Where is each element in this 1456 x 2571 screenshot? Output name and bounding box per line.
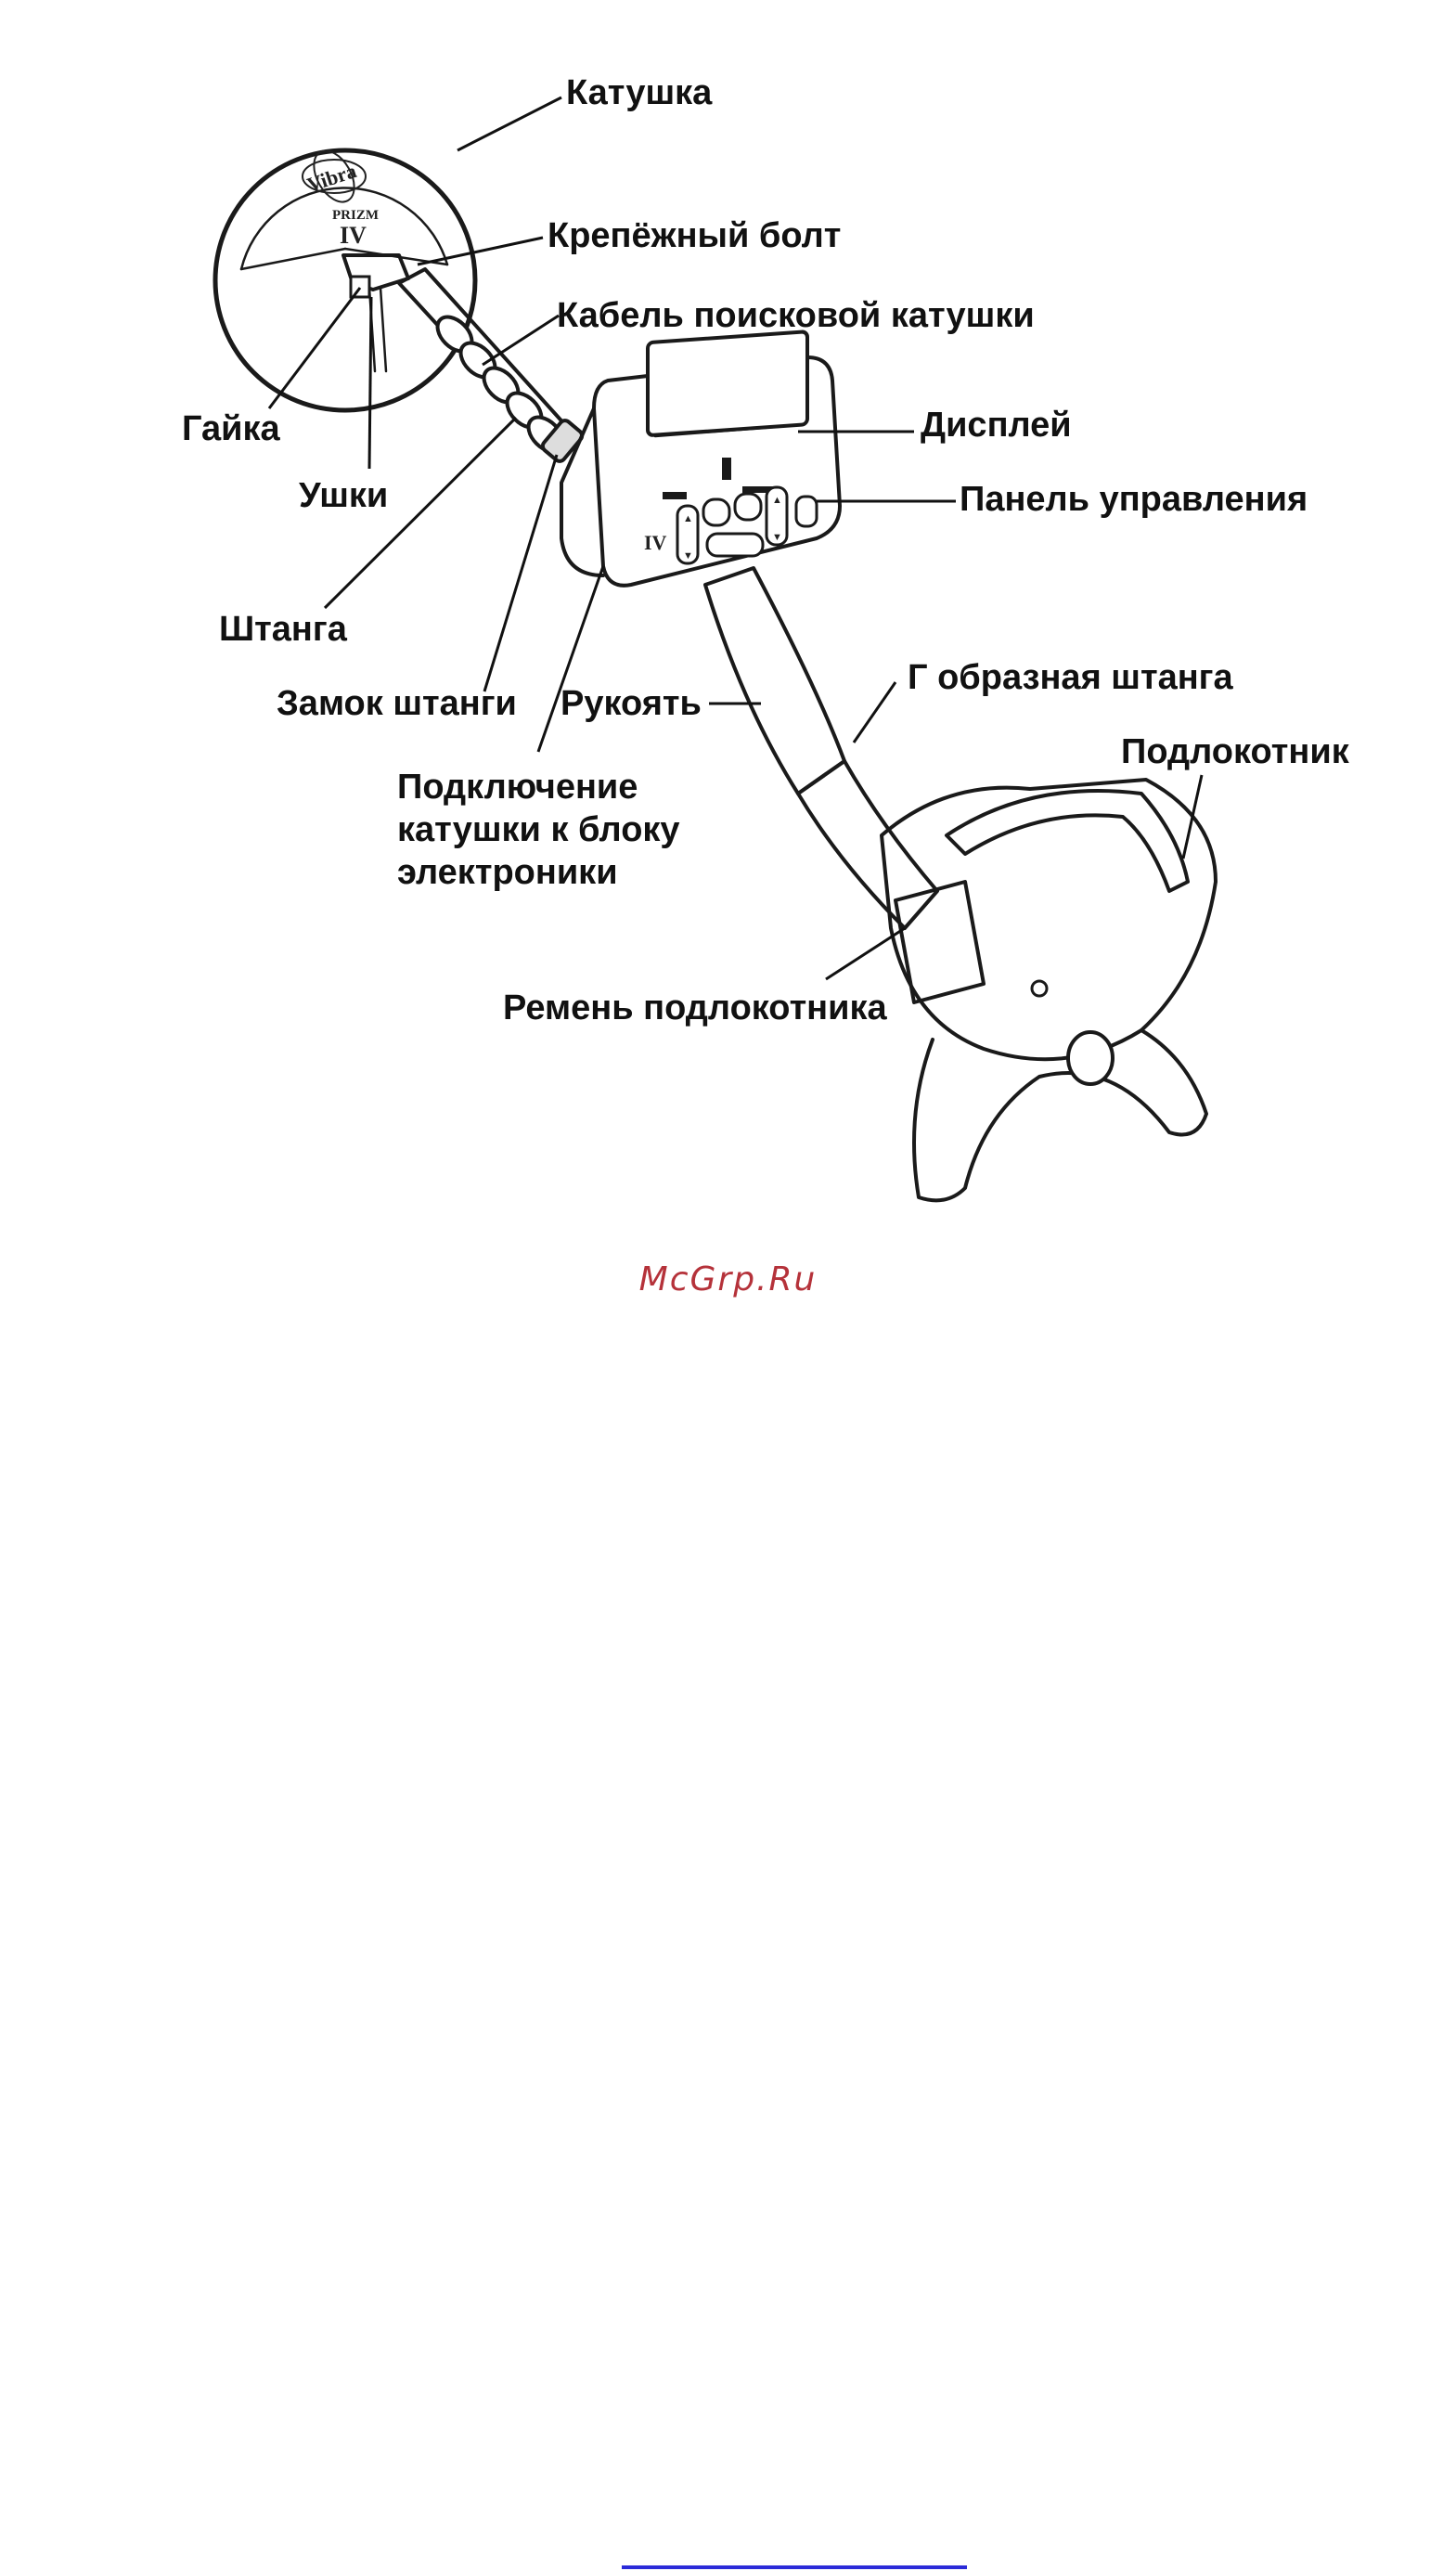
mode-button[interactable] (703, 499, 729, 525)
label-connection-line3: электроники (397, 853, 618, 892)
leader-coil (457, 97, 561, 150)
power-button[interactable] (707, 534, 763, 556)
up-arrow-icon-2: ▲ (772, 495, 782, 506)
handle-grip (705, 568, 844, 794)
down-arrow-icon: ▼ (683, 550, 693, 562)
label-l-shaft: Г образная штанга (908, 658, 1233, 697)
label-connection-line1: Подключение (397, 768, 638, 807)
leader-shaft-lock (484, 455, 557, 691)
label-connection-line2: катушки к блоку (397, 810, 680, 849)
leader-armrest (1183, 775, 1202, 859)
label-coil: Катушка (566, 73, 713, 112)
coil-logo-roman: IV (340, 222, 367, 249)
side-button[interactable] (796, 497, 817, 526)
lcd-label-left (663, 492, 687, 499)
leader-coil-cable (483, 316, 559, 365)
label-ears: Ушки (299, 476, 389, 515)
armrest-hole (1032, 981, 1047, 996)
lcd-segment-bar (722, 458, 731, 480)
armrest-base (914, 1030, 1206, 1200)
coil-logo-model: PRIZM (332, 208, 379, 223)
label-handle: Рукоять (560, 684, 702, 723)
control-housing (561, 331, 840, 586)
armrest-knob (1068, 1032, 1113, 1084)
label-display: Дисплей (921, 406, 1072, 445)
bottom-link-bar[interactable] (622, 2565, 967, 2569)
label-armrest-strap: Ремень подлокотника (503, 988, 887, 1027)
l-shaped-shaft (798, 761, 937, 928)
armrest-strap (947, 791, 1188, 891)
label-nut: Гайка (182, 409, 280, 448)
label-shaft: Штанга (219, 610, 347, 649)
leader-connection (538, 566, 603, 752)
label-shaft-lock: Замок штанги (277, 684, 517, 723)
label-coil-cable: Кабель поисковой катушки (557, 296, 1035, 335)
label-armrest: Подлокотник (1121, 732, 1349, 771)
leader-ears (369, 297, 371, 469)
label-control-panel: Панель управления (960, 480, 1308, 519)
watermark: McGrp.Ru (638, 1260, 818, 1298)
panel-logo: IV (644, 531, 667, 554)
leader-l-shaft (854, 682, 896, 743)
pinpoint-button[interactable] (735, 494, 761, 520)
up-arrow-icon: ▲ (683, 513, 693, 524)
leader-armrest-strap (826, 928, 905, 979)
down-arrow-icon-2: ▼ (772, 532, 782, 543)
label-mounting-bolt: Крепёжный болт (548, 216, 842, 255)
coil-logo-brand: Vibra (303, 159, 360, 197)
lcd-display (648, 331, 807, 435)
coil-nut (351, 277, 369, 297)
metal-detector-diagram (0, 0, 1456, 1225)
search-coil (215, 144, 475, 410)
